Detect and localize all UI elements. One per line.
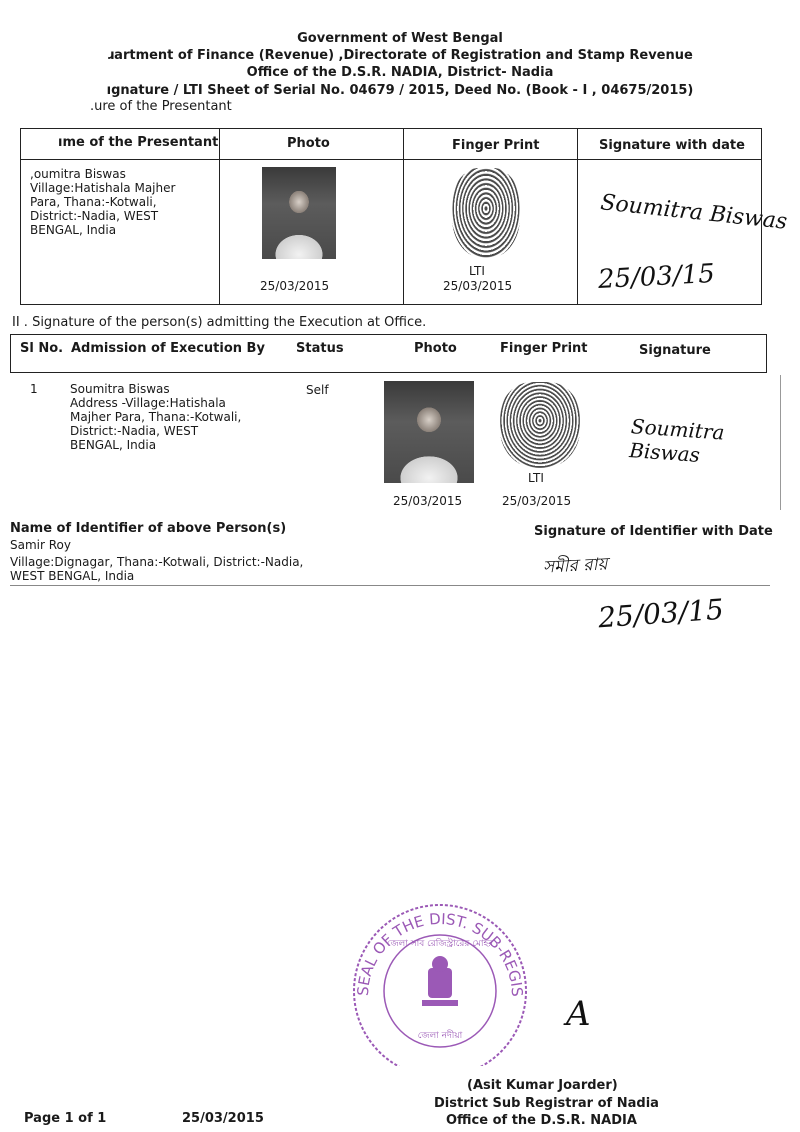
admission-fp-label: LTI bbox=[528, 471, 544, 485]
col-signature-with-date: Signature with date bbox=[599, 138, 745, 153]
section1-title: .ure of the Presentant bbox=[90, 99, 232, 114]
presentant-photo-date: 25/03/2015 bbox=[260, 279, 330, 293]
col-name-of-presentant: ıme of the Presentant bbox=[58, 135, 219, 150]
admission-status: Self bbox=[306, 383, 329, 397]
header-government: Government of West Bengal bbox=[297, 31, 503, 46]
presentant-signature-date: 25/03/15 bbox=[597, 258, 716, 296]
col-photo: Photo bbox=[287, 136, 330, 151]
official-designation: District Sub Registrar of Nadia bbox=[434, 1096, 659, 1111]
footer-date: 25/03/2015 bbox=[182, 1111, 264, 1126]
identifier-address: Village:Dignagar, Thana:-Kotwali, District:-Nadia, WEST BENGAL, India bbox=[10, 555, 304, 583]
header-serial: ıgnature / LTI Sheet of Serial No. 04679 / 2015, Deed No. (Book - I , 04675/2015) bbox=[106, 83, 694, 98]
page-number: Page 1 of 1 bbox=[24, 1111, 107, 1126]
identifier-name: Samir Roy bbox=[10, 538, 71, 552]
official-name: (Asit Kumar Joarder) bbox=[467, 1078, 618, 1093]
seal-graphic bbox=[342, 896, 538, 1066]
emblem-icon bbox=[422, 956, 458, 1006]
official-initials: A bbox=[566, 994, 591, 1034]
admission-fp-date: 25/03/2015 bbox=[502, 494, 572, 508]
identifier-signature: সমীর রায় bbox=[542, 554, 609, 578]
admission-fingerprint bbox=[500, 382, 580, 468]
admission-sl-no: 1 bbox=[30, 382, 38, 396]
presentant-photo bbox=[262, 167, 336, 259]
admission-signature: Soumitra Biswas bbox=[628, 414, 726, 467]
identifier-signature-heading: Signature of Identifier with Date bbox=[534, 524, 773, 539]
col-sl-no: Sl No. bbox=[20, 341, 64, 356]
seal-ring-text: SEAL OF THE DIST. SUB-REGIS bbox=[353, 909, 527, 998]
seal-inner-text: জেলা সাব রেজিস্ট্রারের মোহর bbox=[386, 939, 494, 949]
header-department: ɹartment of Finance (Revenue) ,Directorate of Registration and Stamp Revenue bbox=[107, 48, 693, 63]
seal-bottom-text: জেলা নদীয়া bbox=[417, 1031, 463, 1041]
section2-title: II . Signature of the person(s) admitting the Execution at Office. bbox=[12, 315, 427, 330]
presentant-fp-label: LTI bbox=[469, 264, 485, 278]
presentant-name-address: ,oumitra Biswas Village:Hatishala Majher Para, Thana:-Kotwali, District:-Nadia, WEST BENGAL, India bbox=[30, 167, 176, 237]
official-office: Office of the D.S.R. NADIA bbox=[446, 1113, 637, 1128]
admission-name-address: Soumitra Biswas Address -Village:Hatishala Majher Para, Thana:-Kotwali, District:-Nadia, WEST BENGAL, India bbox=[70, 382, 242, 452]
identifier-divider bbox=[10, 585, 770, 586]
presentant-fingerprint bbox=[452, 168, 520, 258]
col-admission-by: Admission of Execution By bbox=[71, 341, 265, 356]
admission-photo bbox=[384, 381, 474, 483]
admission-photo-date: 25/03/2015 bbox=[393, 494, 463, 508]
col-status: Status bbox=[296, 341, 344, 356]
header-office: Office of the D.S.R. NADIA, District- Nadia bbox=[246, 65, 554, 80]
presentant-fp-date: 25/03/2015 bbox=[443, 279, 513, 293]
registrar-seal bbox=[342, 896, 538, 1066]
col-signature-2: Signature bbox=[639, 343, 711, 358]
presentant-signature: Soumitra Biswas bbox=[599, 190, 789, 235]
identifier-heading: Name of Identifier of above Person(s) bbox=[10, 521, 287, 536]
col-finger-print: Finger Print bbox=[452, 138, 540, 153]
col-finger-print-2: Finger Print bbox=[500, 341, 588, 356]
col-photo-2: Photo bbox=[414, 341, 457, 356]
identifier-signature-date: 25/03/15 bbox=[597, 592, 725, 635]
